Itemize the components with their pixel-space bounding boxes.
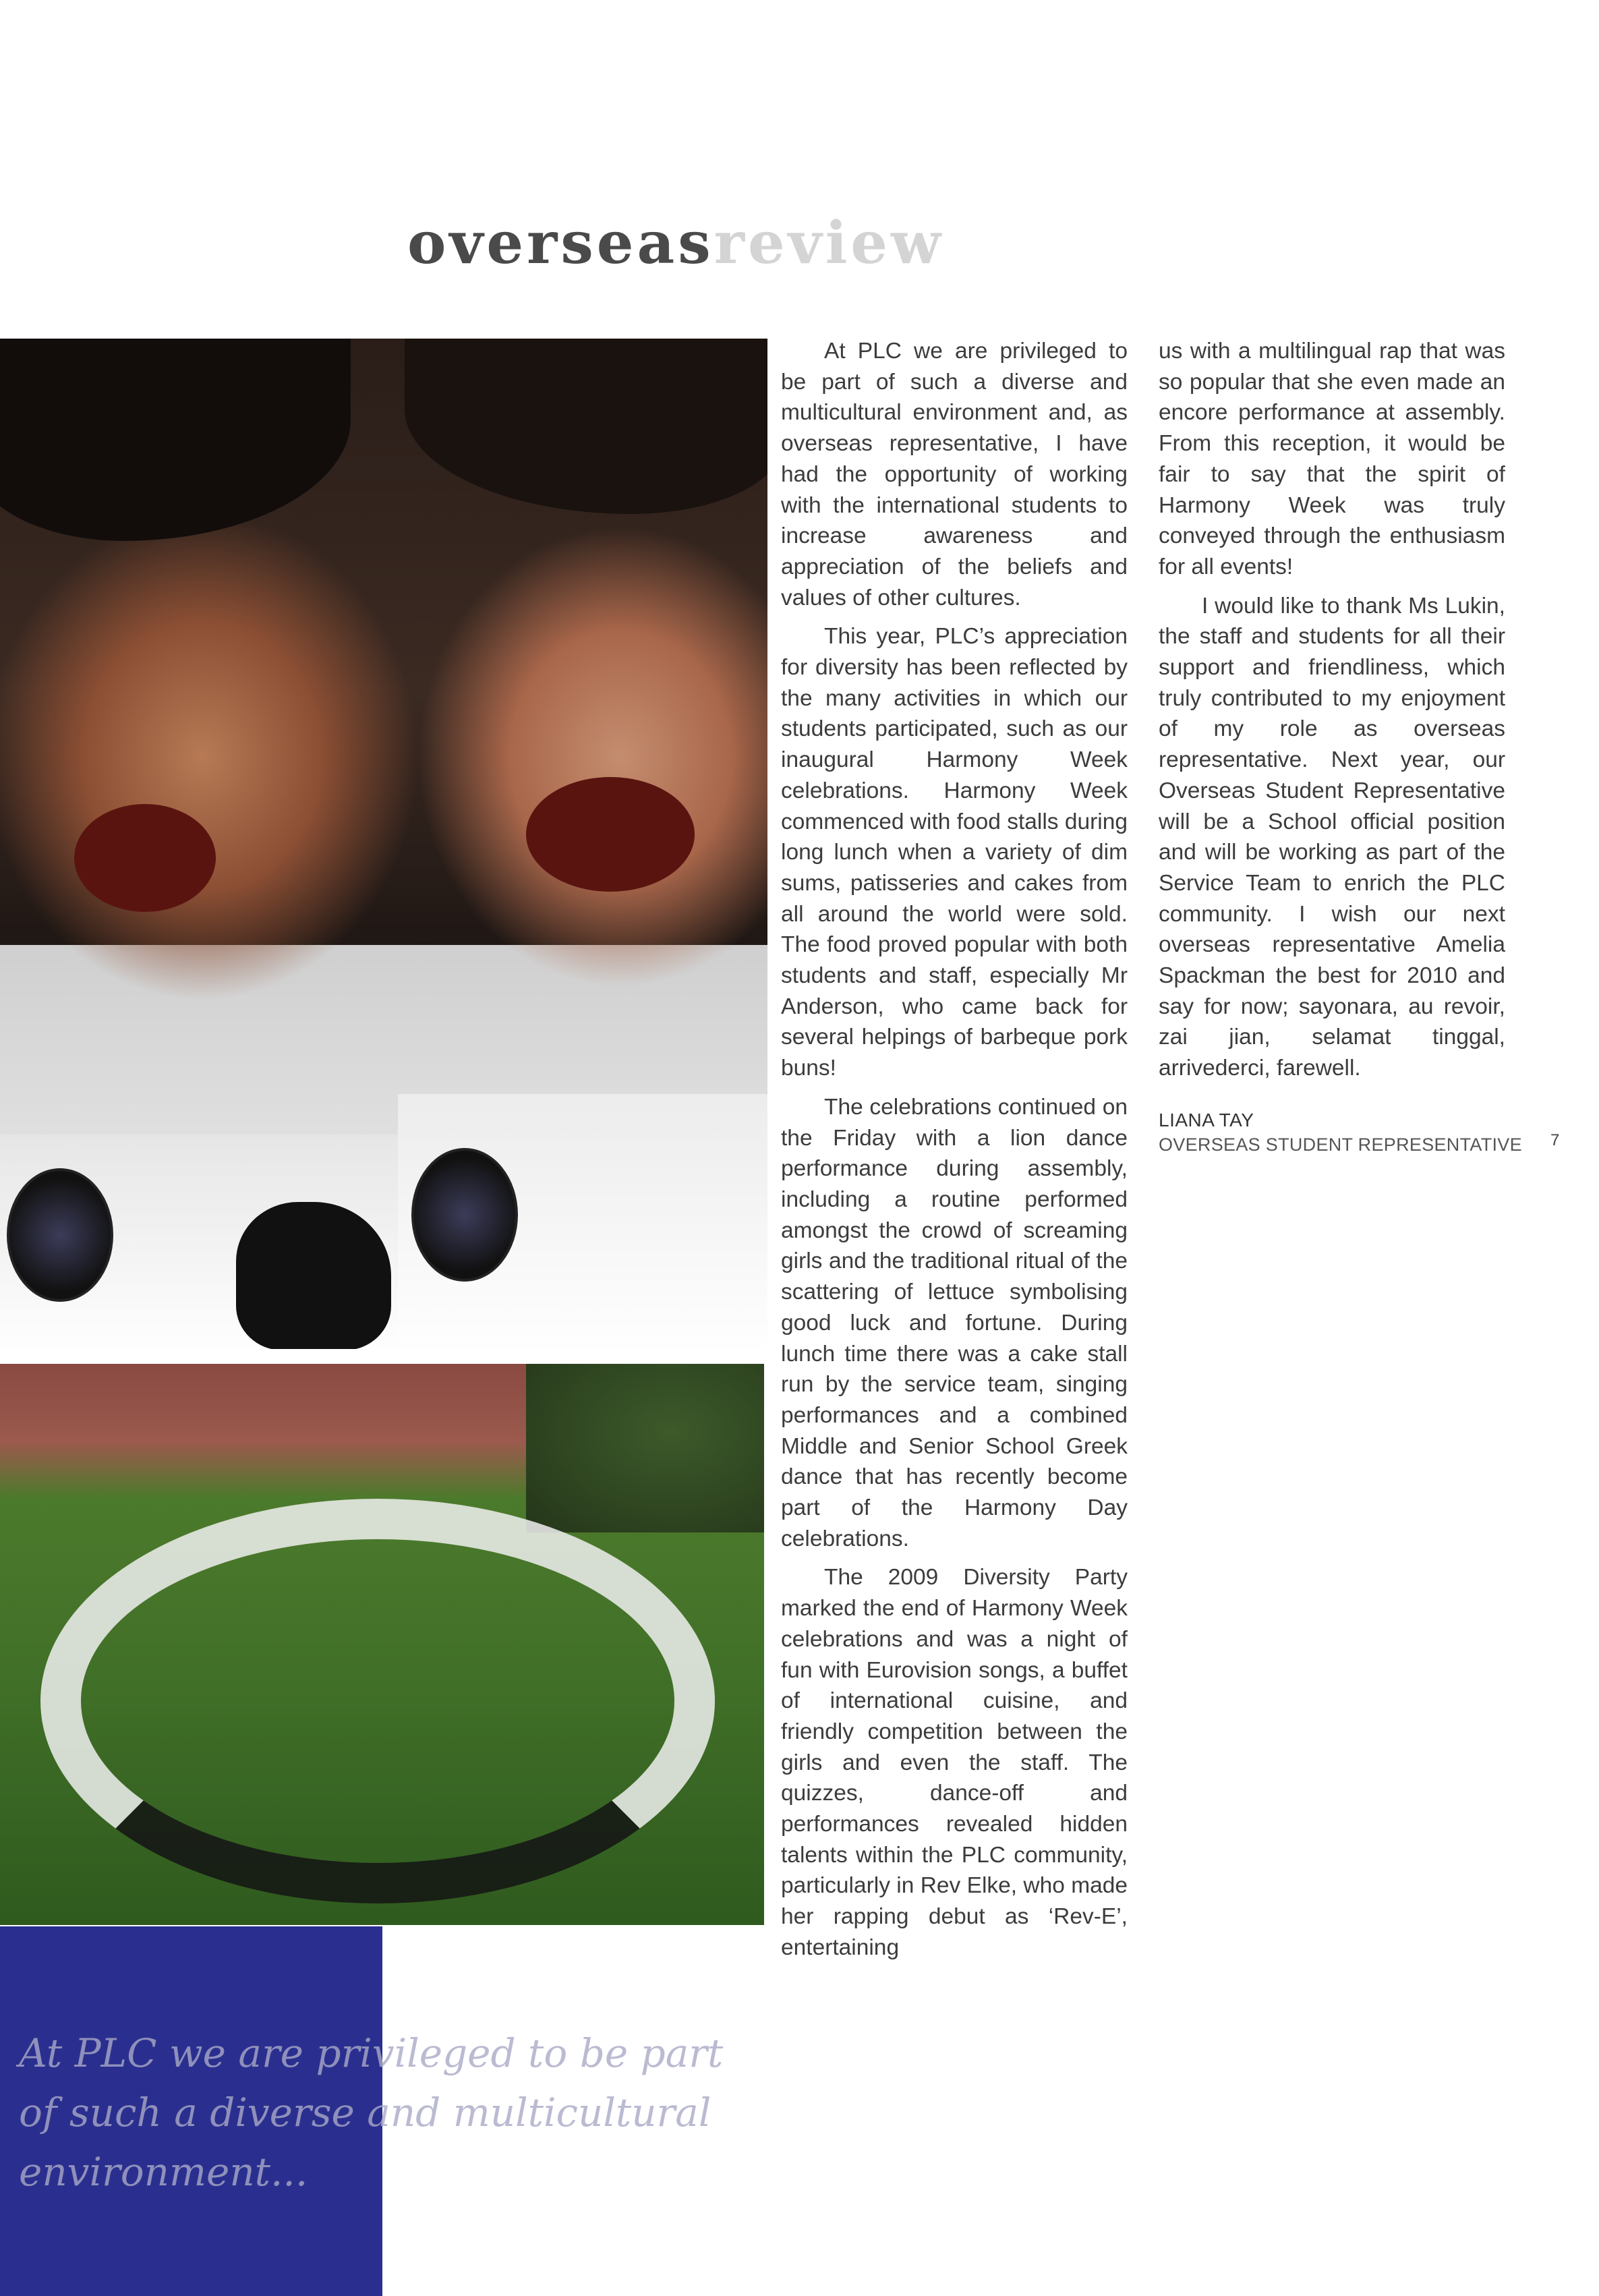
page-title	[407, 209, 945, 277]
article-paragraph: The celebrations continued on the Friday with a lion dance performance during assembly, including a routine performed amongst the crowd of screaming girls and the traditional ritual of the scattering of lettuce symbolising good luck and fortune. During lunch time there was a cake stall run by the service team, singing performances and a combined Middle and Senior School Greek dance that has recently become part of the Harmony Day celebrations.	[781, 1094, 1128, 1551]
author-role: OVERSEAS STUDENT REPRESENTATIVE	[1159, 1135, 1522, 1155]
pull-quote: At PLC we are privileged to be part of such a diverse and multicultural environment...	[19, 2030, 724, 2195]
article-column-middle	[781, 336, 1128, 1972]
photo-students-circle	[0, 1364, 764, 1925]
photo-detail	[526, 1364, 764, 1532]
photo-detail	[74, 804, 216, 912]
signature-block	[1159, 1108, 1536, 1157]
article-paragraph: At PLC we are privileged to be part of such a diverse and multicultural environment and, as overseas representative, I have had the opportunity of working with the international students to increase awareness and appreciation of the beliefs and values of other cultures.	[781, 339, 1128, 610]
author-name: LIANA TAY	[1159, 1110, 1254, 1130]
page-title-part-1: overseas	[407, 209, 714, 277]
article-paragraph: This year, PLC’s appreciation for diversity has been reflected by the many activities in which our students participated, such as our inaugural Harmony Week celebrations. Harmony Week commenced with food stalls during long lunch when a variety of dim sums, patisseries and cakes from all around the world were sold. The food proved popular with both students and staff, especially Mr Anderson, who came back for several helpings of barbeque pork buns!	[781, 624, 1128, 1081]
article-column-right	[1159, 336, 1505, 1092]
article-paragraph: us with a multilingual rap that was so popular that she even made an encore performance at assembly. From this reception, it would be fair to say that the spirit of Harmony Week was truly conveyed through the enthusiasm for all events!	[1159, 339, 1505, 579]
harmony-day-badge	[7, 1168, 113, 1302]
photo-detail	[0, 339, 351, 541]
article-paragraph: The 2009 Diversity Party marked the end of Harmony Week celebrations and was a night of fun with Eurovision songs, a buffet of international cuisine, and friendly competition between the girls and even the staff. The quizzes, dance-off and performances revealed hidden talents within the PLC community, particularly in Rev Elke, who made her rapping debut as ‘Rev-E’, entertaining	[781, 1565, 1128, 1960]
microphone	[236, 1202, 391, 1349]
photo-detail	[40, 1499, 715, 1903]
harmony-day-badge	[411, 1148, 518, 1282]
page-title-part-2: review	[714, 209, 945, 277]
article-paragraph: I would like to thank Ms Lukin, the staff and students for all their support and friendliness, which truly contributed to my enjoyment of my role as overseas representative. Next year, our Overseas Student Representative will be a School official position and will be working as part of the Service Team to enrich the PLC community. I wish our next overseas representative Amelia Spackman the best for 2010 and say for now; sayonara, au revoir, zai jian, selamat tinggal, arrivederci, farewell.	[1159, 593, 1505, 1081]
photo-detail	[405, 339, 767, 514]
photo-two-students	[0, 339, 767, 1349]
photo-detail	[526, 777, 695, 892]
page-number: 7	[1550, 1131, 1560, 1149]
